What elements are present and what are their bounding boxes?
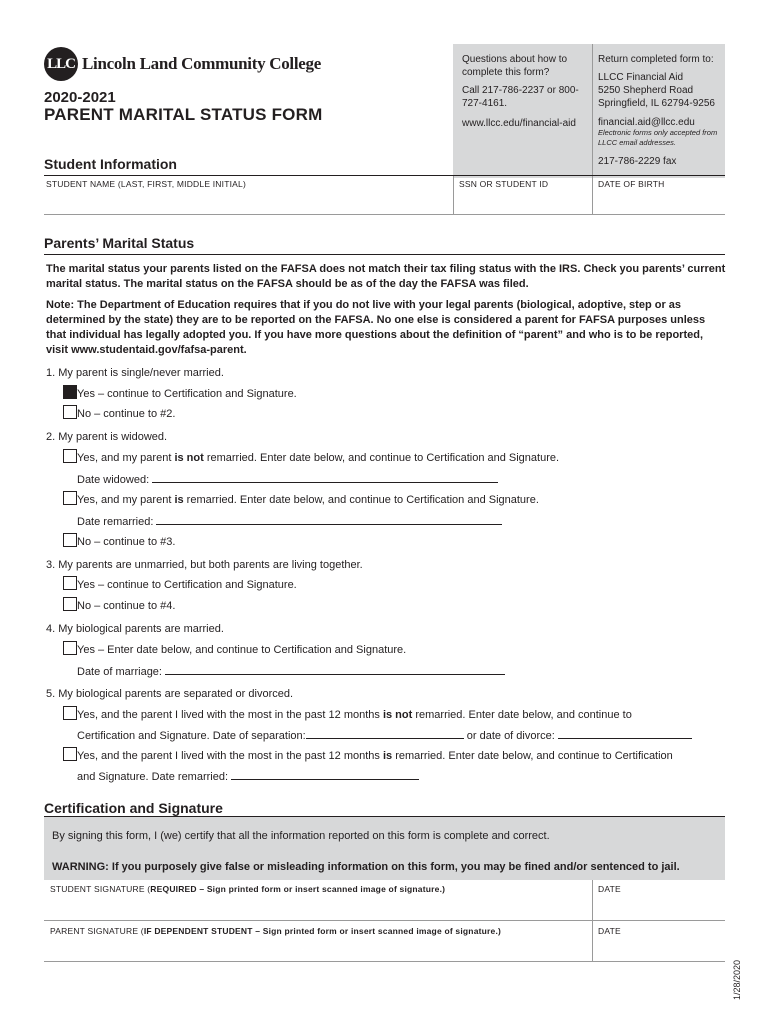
phone-text: Call 217-786-2237 or 800-727-4161. [462, 85, 579, 109]
parent-date-field[interactable]: DATE [598, 926, 621, 936]
student-name-field[interactable]: STUDENT NAME (LAST, FIRST, MIDDLE INITIAL) [46, 179, 246, 189]
question-2: 2. My parent is widowed. [46, 431, 168, 443]
address-line-2: 5250 Shepherd Road [598, 85, 694, 96]
question-3: 3. My parents are unmarried, but both parents are living together. [46, 559, 363, 571]
student-info-title: Student Information [44, 156, 177, 172]
q2-no-checkbox[interactable] [63, 533, 77, 547]
warning-text: WARNING: If you purposely give false or misleading information on this form, you may be fined and/or sentenced to jail. [52, 861, 680, 873]
form-year: 2020-2021 [44, 89, 116, 106]
website-link[interactable]: www.llcc.edu/financial-aid [462, 118, 576, 129]
questions-text: Questions about how to complete this form? [462, 54, 568, 78]
q1-no-label: No – continue to #2. [77, 408, 176, 420]
address-line-1: LLCC Financial Aid [598, 72, 684, 83]
q2-yes-not-remarried-checkbox[interactable] [63, 449, 77, 463]
date-remarried-field[interactable]: Date remarried: [77, 514, 502, 529]
revision-date: 1/28/2020 [732, 959, 742, 1000]
marital-intro: The marital status your parents listed on the FAFSA does not match their tax filing status with the IRS. Check you parents’ current marital status. The marital status on the FAFSA should be as of the day the FAFSA was filed. [46, 263, 726, 290]
email-note: Electronic forms only accepted from LLCC email addresses. [598, 128, 718, 147]
q3-yes-label: Yes – continue to Certification and Signature. [77, 579, 297, 591]
column-divider [592, 44, 593, 214]
q4-yes-checkbox[interactable] [63, 641, 77, 655]
q4-yes-label: Yes – Enter date below, and continue to Certification and Signature. [77, 644, 407, 656]
college-name: Lincoln Land Community College [82, 54, 321, 73]
section-rule [44, 175, 725, 176]
certification-statement: By signing this form, I (we) certify that all the information reported on this form is complete and correct. [52, 830, 550, 842]
student-signature-field[interactable]: STUDENT SIGNATURE (REQUIRED – Sign printed form or insert scanned image of signature.) [50, 884, 446, 894]
question-1: 1. My parent is single/never married. [46, 367, 224, 379]
q2-yes-remarried-checkbox[interactable] [63, 491, 77, 505]
q5-yes-remarried-checkbox[interactable] [63, 747, 77, 761]
q5-date-remarried-field[interactable]: and Signature. Date remarried: [77, 769, 419, 784]
date-widowed-field[interactable]: Date widowed: [77, 472, 498, 487]
separation-divorce-date-field[interactable]: Certification and Signature. Date of separation: or date of divorce: [77, 728, 727, 743]
certification-title: Certification and Signature [44, 800, 223, 816]
q1-yes-checkbox[interactable] [63, 385, 77, 399]
marital-status-title: Parents’ Marital Status [44, 235, 195, 251]
q2-yes-not-remarried-label: Yes, and my parent is not remarried. Enter date below, and continue to Certification and Signature. [77, 452, 560, 464]
question-5: 5. My biological parents are separated or divorced. [46, 688, 294, 700]
form-title: PARENT MARITAL STATUS FORM [44, 105, 323, 124]
section-rule [44, 254, 725, 255]
q1-yes-label: Yes – continue to Certification and Signature. [77, 388, 297, 400]
q3-yes-checkbox[interactable] [63, 576, 77, 590]
field-bottom-rule [44, 214, 725, 215]
email-link[interactable]: financial.aid@llcc.edu [598, 117, 695, 128]
q2-yes-remarried-label: Yes, and my parent is remarried. Enter date below, and continue to Certification and Signature. [77, 494, 539, 506]
q3-no-label: No – continue to #4. [77, 600, 176, 612]
return-label: Return completed form to: [598, 54, 714, 65]
ssn-field[interactable]: SSN OR STUDENT ID [459, 179, 549, 189]
address-line-3: Springfield, IL 62794-9256 [598, 98, 715, 109]
q3-no-checkbox[interactable] [63, 597, 77, 611]
question-4: 4. My biological parents are married. [46, 623, 224, 635]
marital-note: Note: The Department of Education requires that if you do not live with your legal parents (biological, adoptive, step or as determined by the state) they are to be reported on the FAFSA. No one else is considered a parent for FAFSA purposes unless that individual has legally adopted you. If you have more questions about the definition of “parent” and who is to be reported, visit www.studentaid.gov/fafsa-parent. [46, 299, 706, 356]
q5-yes-remarried-label: Yes, and the parent I lived with the most in the past 12 months is remarried. Enter date below, and continue to Certification [77, 750, 673, 762]
dob-field[interactable]: DATE OF BIRTH [598, 179, 665, 189]
q5-yes-not-remarried-checkbox[interactable] [63, 706, 77, 720]
date-of-marriage-field[interactable]: Date of marriage: [77, 664, 505, 679]
q1-no-checkbox[interactable] [63, 405, 77, 419]
student-date-field[interactable]: DATE [598, 884, 621, 894]
column-divider [453, 176, 454, 214]
parent-signature-field[interactable]: PARENT SIGNATURE (IF DEPENDENT STUDENT – Sign printed form or insert scanned image of signature.) [50, 926, 502, 936]
college-logo-mark: LLC [44, 47, 78, 81]
fax-text: 217-786-2229 fax [598, 156, 677, 167]
q5-yes-not-remarried-label: Yes, and the parent I lived with the most in the past 12 months is not remarried. Enter date below, and continue to [77, 709, 632, 721]
q2-no-label: No – continue to #3. [77, 536, 176, 548]
